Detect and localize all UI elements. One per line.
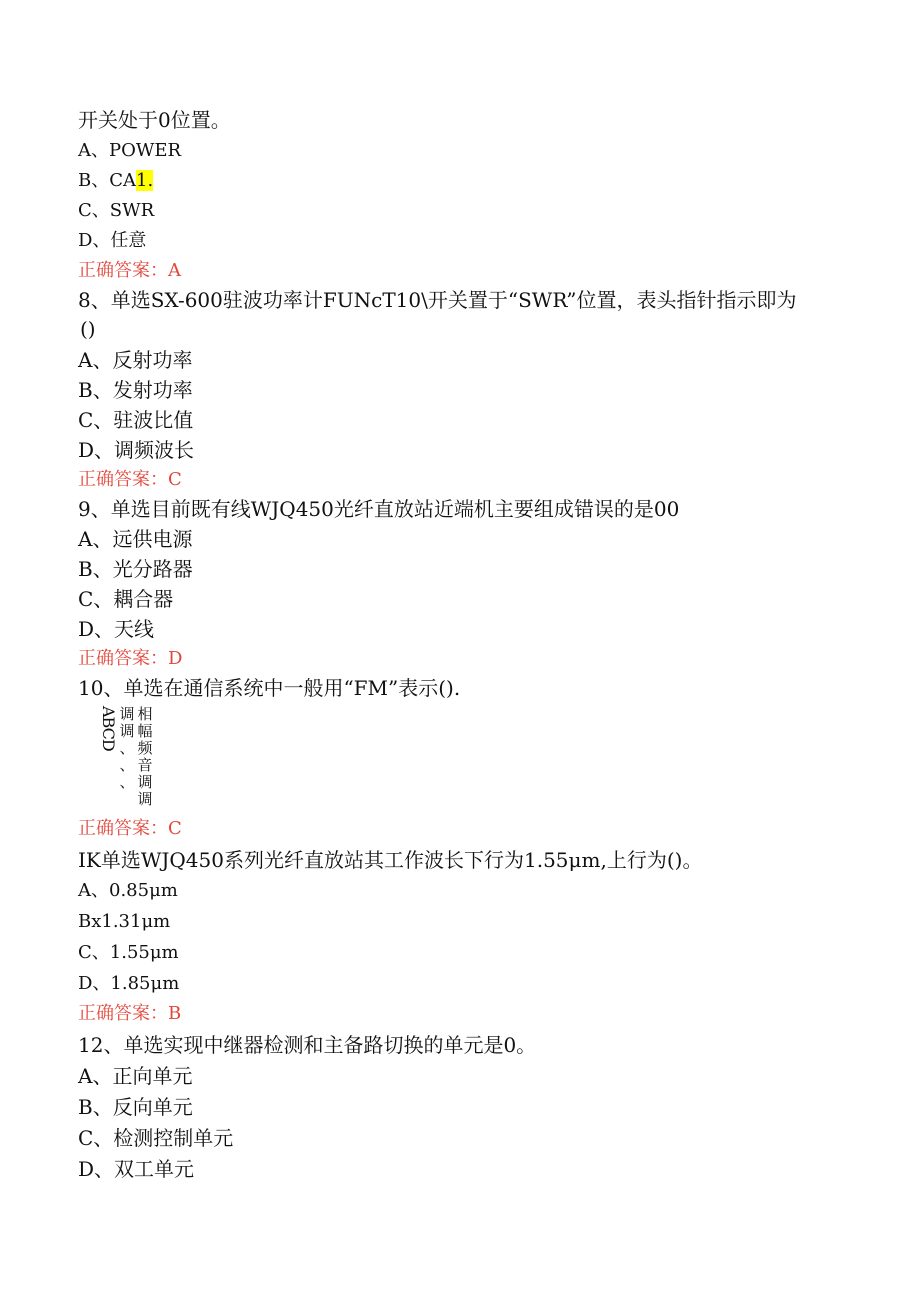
- q7-option-d: D、任意: [78, 230, 147, 251]
- q9-option-c: C、耦合器: [78, 587, 174, 611]
- q9-option-a: A、远供电源: [78, 527, 193, 551]
- q8-option-d: D、调频波长: [78, 438, 195, 462]
- q10-col1-char: 、: [119, 756, 135, 774]
- q11-answer: 正确答案：B: [78, 1003, 182, 1024]
- q10-col2-char: 调: [137, 773, 153, 791]
- q8-stem-cont: (): [80, 317, 96, 341]
- q9-answer: 正确答案：D: [78, 648, 183, 669]
- q10-col2-char: 频: [137, 739, 153, 757]
- q10-option-col1: [118, 706, 136, 791]
- q11-option-b: Bx1.31μm: [78, 911, 171, 932]
- q10-col1-char: 调: [119, 722, 135, 740]
- q12-option-c: C、检测控制单元: [78, 1126, 234, 1150]
- q10-col2-char: 音: [137, 756, 153, 774]
- q8-answer: 正确答案：C: [78, 469, 182, 490]
- q12-option-a: A、正向单元: [78, 1064, 193, 1088]
- q12-stem: 12、单选实现中继器检测和主备路切换的单元是0。: [78, 1033, 537, 1057]
- q10-stem: 10、单选在通信系统中一般用“FM”表示().: [78, 676, 461, 700]
- q10-col1-char: 调: [119, 705, 135, 723]
- q10-option-letters: ABCD: [99, 706, 118, 751]
- q7-option-b: [78, 168, 153, 194]
- q7-answer: 正确答案：A: [78, 260, 181, 281]
- q9-option-d: D、天线: [78, 617, 155, 641]
- highlight-mark: 1.: [136, 170, 154, 191]
- q11-option-a: A、0.85μm: [78, 880, 178, 901]
- q10-options-garbled: [100, 706, 160, 812]
- q12-option-b: B、反向单元: [78, 1095, 193, 1119]
- q11-option-c: C、1.55μm: [78, 942, 179, 963]
- q8-stem: 8、单选SX-600驻波功率计FUNcT10\开关置于“SWR”位置，表头指针指示即为: [78, 288, 797, 312]
- q10-col2-char: 调: [137, 790, 153, 808]
- q8-option-c: C、驻波比值: [78, 408, 194, 432]
- q10-answer: 正确答案：C: [78, 818, 182, 839]
- q11-stem: IK单选WJQ450系列光纤直放站其工作波长下行为1.55μm,上行为()。: [78, 848, 703, 872]
- q10-option-col2: [136, 706, 154, 808]
- q10-col2-char: 相: [137, 705, 153, 723]
- q8-option-a: A、反射功率: [78, 348, 193, 372]
- q8-option-b: B、发射功率: [78, 378, 193, 402]
- q11-option-d: D、1.85μm: [78, 973, 180, 994]
- q10-col1-char: 、: [119, 739, 135, 757]
- q12-option-d: D、双工单元: [78, 1157, 195, 1181]
- q9-option-b: B、光分路器: [78, 557, 193, 581]
- q7-option-b-text: B、CA: [78, 170, 136, 191]
- q7-option-a: A、POWER: [78, 140, 182, 161]
- q10-col2-char: 幅: [137, 722, 153, 740]
- q7-stem: 开关处于0位置。: [78, 108, 231, 132]
- q9-stem: 9、单选目前既有线WJQ450光纤直放站近端机主要组成错误的是00: [78, 497, 680, 521]
- q7-option-c: C、SWR: [78, 200, 155, 221]
- q10-col1-char: 、: [119, 773, 135, 791]
